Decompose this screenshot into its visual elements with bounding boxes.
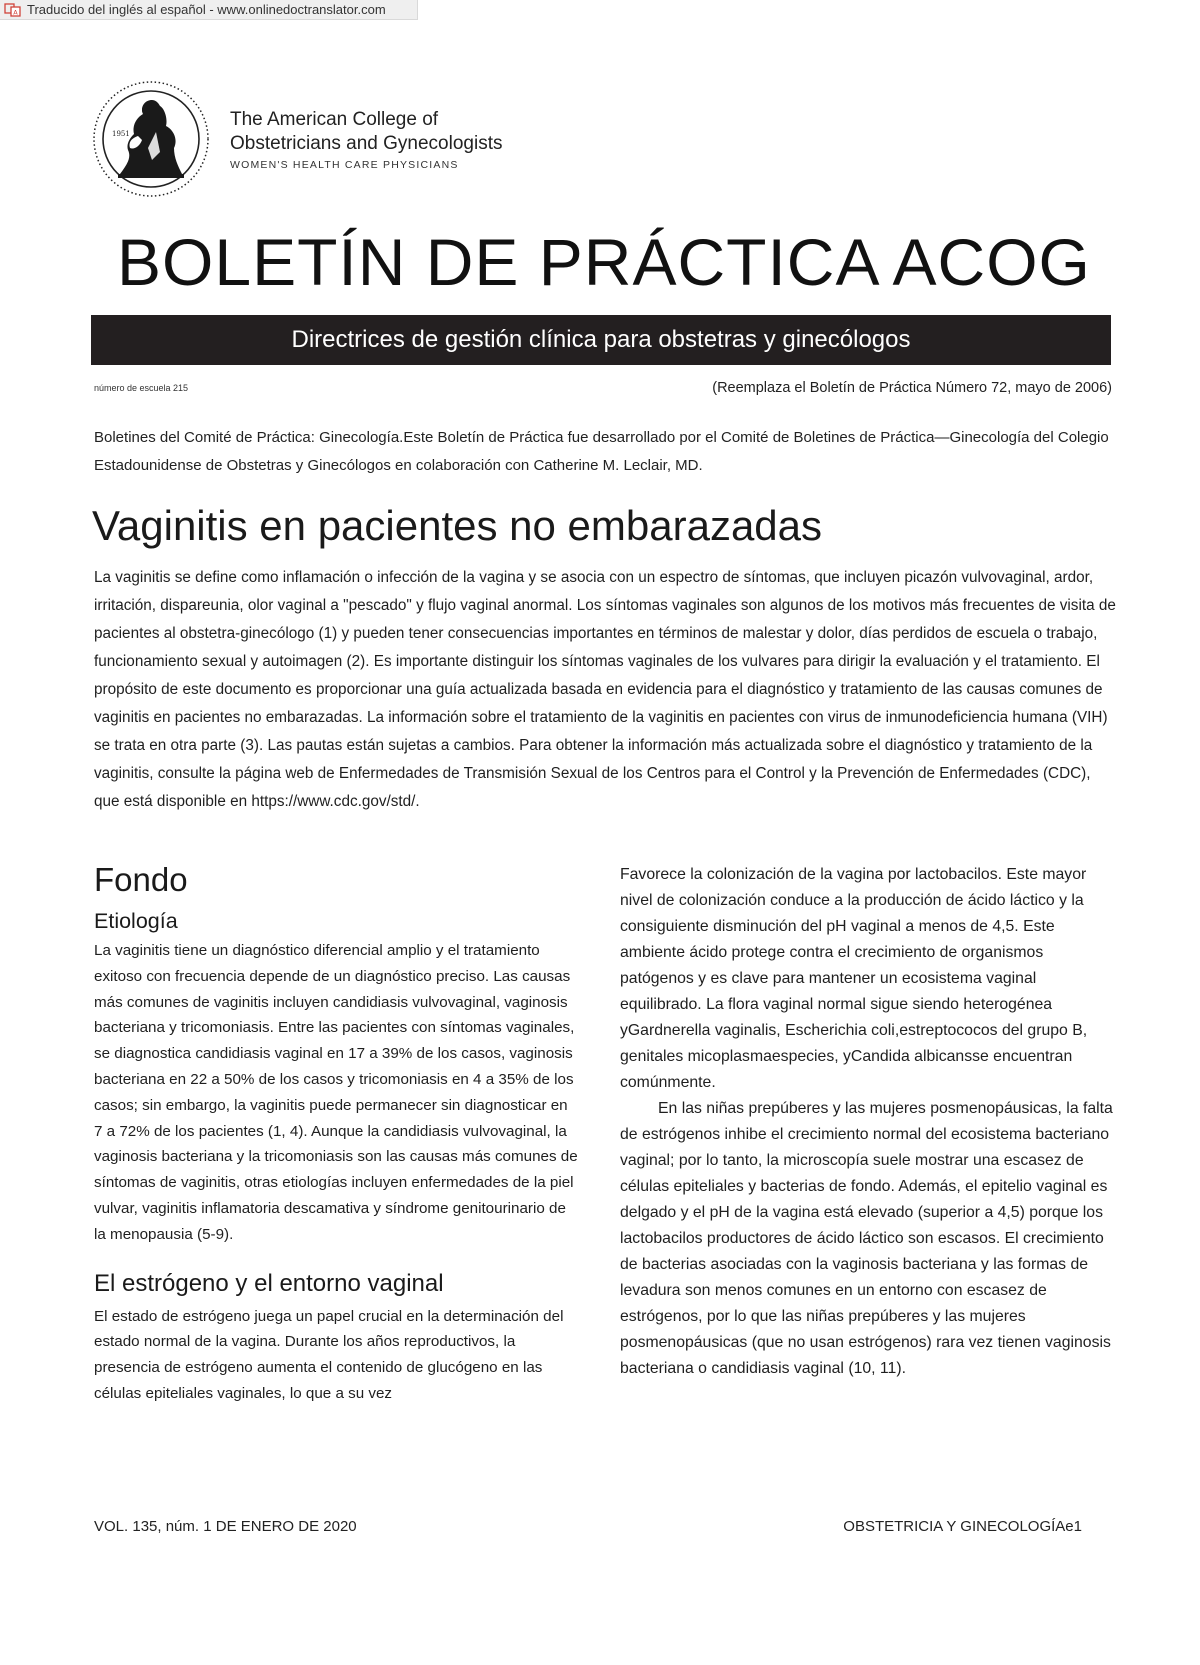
right-column: [620, 862, 1118, 1382]
logo-line-2: Obstetricians and Gynecologists: [230, 132, 503, 154]
article-title: Vaginitis en pacientes no embarazadas: [92, 502, 823, 549]
estrogen-paragraph: El estado de estrógeno juega un papel crucial en la determinación del estado normal de la vagina. Durante los años reproductivos, la presencia de estrógeno aumenta el contenido de glucógeno en las células epiteliales vaginales, lo que a su vez: [94, 1307, 564, 1402]
translator-banner[interactable]: [0, 0, 418, 20]
bulletin-title: BOLETÍN DE PRÁCTICA ACOG: [117, 225, 1091, 299]
acog-logo: [90, 78, 502, 200]
left-column: [94, 858, 578, 1407]
svg-text:1951: 1951: [112, 130, 130, 138]
subtitle-bar: Directrices de gestión clínica para obstetras y ginecólogos: [91, 315, 1111, 365]
section-heading-background: Fondo: [94, 861, 188, 898]
committee-credit: Boletines del Comité de Práctica: Ginecología.Este Boletín de Práctica fue desarrollado por el Comité de Boletines de Práctica—Ginecología del Colegio Estadounidense de Obstetras y Ginecólogos en colaboración con Catherine M. Leclair, MD.: [94, 429, 1109, 474]
footer-volume: VOL. 135, núm. 1 DE ENERO DE 2020: [94, 1518, 357, 1535]
intro-paragraph: La vaginitis se define como inflamación o infección de la vagina y se asocia con un espectro de síntomas, que incluyen picazón vulvovaginal, ardor, irritación, dispareunia, olor vaginal a "pescado" y flujo vaginal anormal. Los síntomas vaginales son algunos de los motivos más frecuentes de visita de pacientes al obstetra-ginecólogo (1) y pueden tener consecuencias importantes en términos de malestar y dolor, días perdidos de escuela o trabajo, funcionamiento sexual y autoimagen (2). Es importante distinguir los síntomas vaginales de los vulvares para dirigir la evaluación y el tratamiento. El propósito de este documento es proporcionar una guía actualizada basada en evidencia para el diagnóstico y tratamiento de las causas comunes de vaginitis en pacientes no embarazadas. La información sobre el tratamiento de la vaginitis en pacientes con virus de inmunodeficiencia humana (VIH) se trata en otra parte (3). Las pautas están sujetas a cambios. Para obtener la información más actualizada sobre el diagnóstico y tratamiento de la vaginitis, consulte la página web de Enfermedades de Transmisión Sexual de los Centros para el Control y la Prevención de Enfermedades (CDC), que está disponible en https://www.cdc.gov/std/.: [94, 569, 1116, 810]
lactobacilli-paragraph: Favorece la colonización de la vagina por lactobacilos. Este mayor nivel de colonización conduce a la producción de ácido láctico y la consiguiente disminución del pH vaginal a menos de 4,5. Este ambiente ácido protege contra el crecimiento de organismos patógenos y es clave para mantener un ecosistema vaginal equilibrado. La flora vaginal normal sigue siendo heterogénea yGardnerella vaginalis, Escherichia coli,estreptococos del grupo B, genitales micoplasmaespecies, yCandida albicansse encuentran comúnmente.: [620, 866, 1088, 1091]
subheading-etiology: Etiología: [94, 909, 178, 933]
subheading-estrogen: El estrógeno y el entorno vaginal: [94, 1269, 444, 1297]
translate-icon: [4, 3, 22, 17]
replaces-note: (Reemplaza el Boletín de Práctica Número 72, mayo de 2006): [712, 380, 1112, 396]
etiology-paragraph: La vaginitis tiene un diagnóstico diferencial amplio y el tratamiento exitoso con frecuencia depende de un diagnóstico preciso. Las causas más comunes de vaginitis incluyen candidiasis vulvovaginal, vaginosis bacteriana y tricomoniasis. Entre las pacientes con síntomas vaginales, se diagnostica candidiasis vaginal en 17 a 39% de los casos, vaginosis bacteriana en 22 a 50% de los casos y tricomoniasis en 4 a 35% de los casos; sin embargo, la vaginitis puede permanecer sin diagnosticar en 7 a 72% de los pacientes (1, 4). Aunque la candidiasis vulvovaginal, la vaginosis bacteriana y la tricomoniasis son las causas más comunes de síntomas de vaginitis, otras etiologías incluyen enfermedades de la piel vulvar, vaginitis inflamatoria descamativa y síndrome genitourinario de la menopausia (5-9).: [94, 942, 578, 1243]
bulletin-number: número de escuela 215: [94, 383, 189, 393]
prepubertal-paragraph: En las niñas prepúberes y las mujeres posmenopáusicas, la falta de estrógenos inhibe el crecimiento normal del ecosistema bacteriano vaginal; por lo tanto, la microscopía suele mostrar una escasez de células epiteliales y bacterias de fondo. Además, el epitelio vaginal es delgado y el pH de la vagina está elevado (superior a 4,5) porque los lactobacilos productores de ácido láctico son escasos. El crecimiento de bacterias asociadas con la vaginosis bacteriana y las formas de levadura son menos comunes en un entorno con escasez de estrógenos, por lo que las niñas prepúberes y las mujeres posmenopáusicas (que no usan estrógenos) rara vez tienen vaginosis bacteriana o candidiasis vaginal (10, 11).: [620, 1100, 1113, 1377]
logo-tagline: WOMEN'S HEALTH CARE PHYSICIANS: [230, 158, 459, 171]
logo-line-1: The American College of: [230, 108, 439, 130]
translator-banner-text[interactable]: Traducido del inglés al español - www.onlinedoctranslator.com: [27, 2, 386, 17]
footer-journal-page: OBSTETRICIA Y GINECOLOGÍAe1: [843, 1518, 1082, 1535]
acog-seal-icon: [90, 78, 212, 200]
svg-text:A: A: [13, 8, 18, 16]
